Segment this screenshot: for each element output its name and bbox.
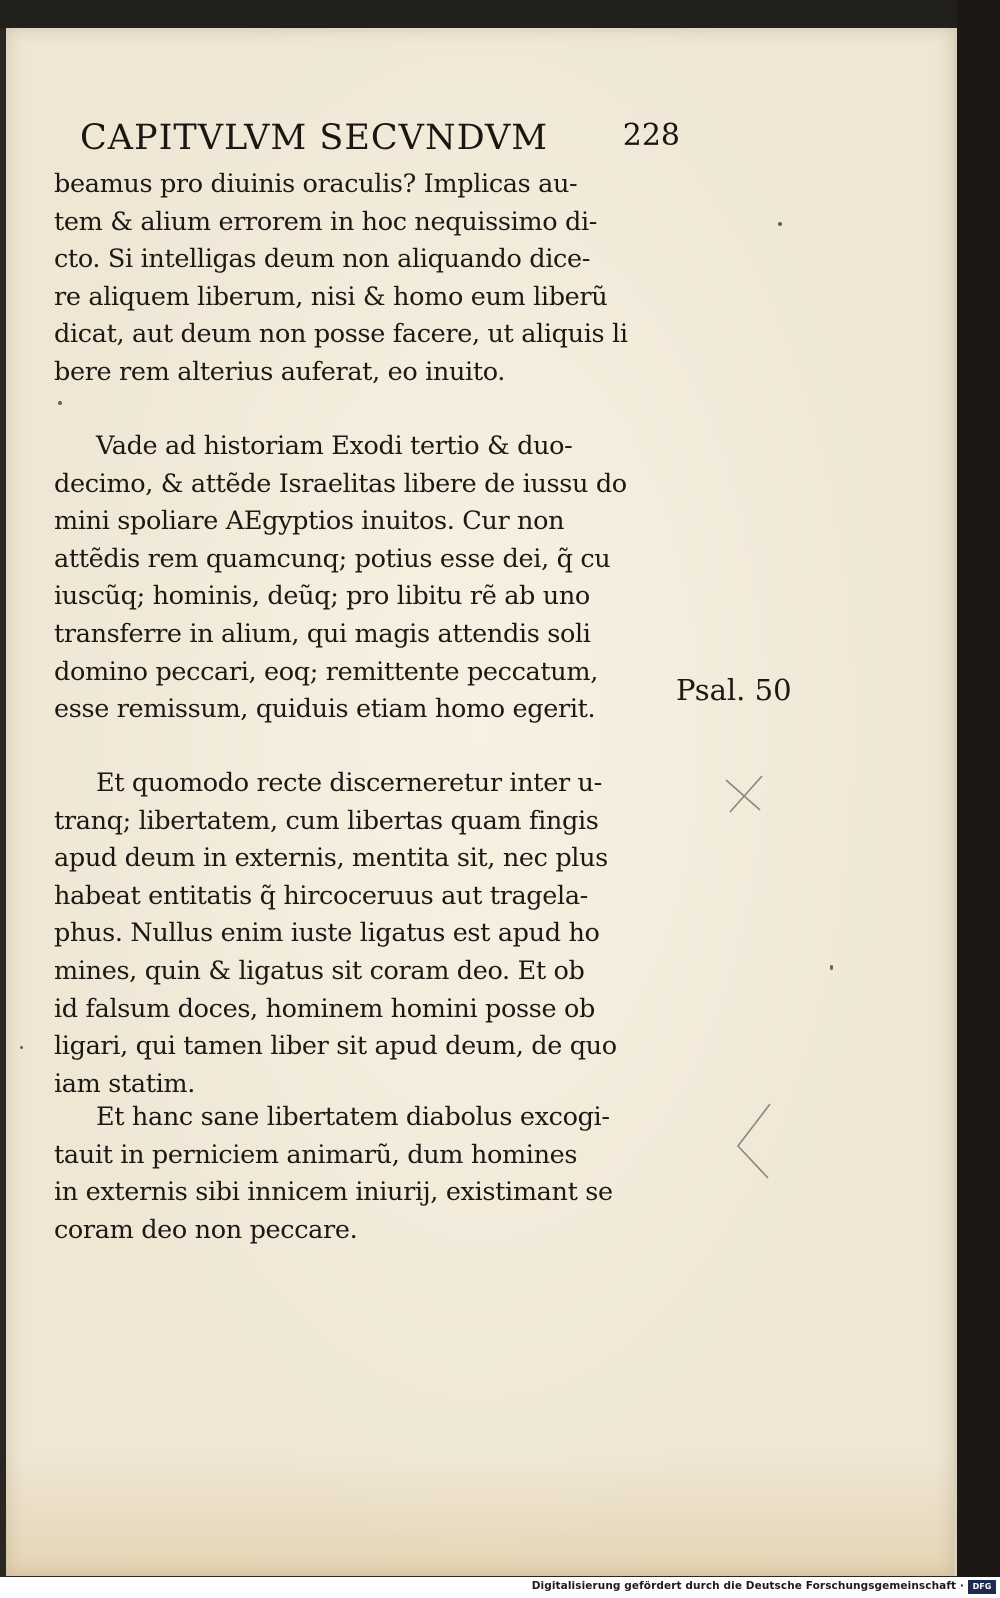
text-line: domino peccari, eoq; remittente peccatum, [54, 656, 598, 687]
running-title: CAPITVLVM SECVNDVM [80, 118, 549, 158]
paragraph-1 [54, 166, 628, 392]
text-line: phus. Nullus enim iuste ligatus est apud ho [54, 918, 600, 949]
dfg-logo: DFG [968, 1580, 996, 1594]
text-line: ligari, qui tamen liber sit apud deum, de quo [54, 1031, 617, 1062]
page-number: 228 [622, 118, 680, 153]
funding-credit: Digitalisierung gefördert durch die Deutsche Forschungsgemeinschaft · [531, 1580, 964, 1592]
ink-speck [830, 965, 833, 970]
text-line: bere rem alterius auferat, eo inuito. [54, 356, 506, 387]
text-line: in externis sibi innicem iniurij, existimant se [54, 1177, 613, 1208]
ink-speck [58, 401, 62, 405]
text-line: Vade ad historiam Exodi tertio & duo- [96, 431, 573, 461]
text-line: tauit in perniciem animarũ, dum homines [54, 1139, 578, 1170]
paragraph-2 [54, 428, 627, 729]
text-line: iam statim. [54, 1068, 196, 1099]
text-line: tranq; libertatem, cum libertas quam fingis [54, 805, 599, 836]
paragraph-3 [54, 765, 617, 1103]
scan-right-border [957, 0, 1000, 1598]
text-line: attẽdis rem quamcunq; potius esse dei, q̃ cu [54, 543, 611, 574]
text-line: transferre in alium, qui magis attendis soli [54, 618, 591, 649]
text-line: habeat entitatis q̃ hircoceruus aut tragela- [54, 880, 588, 911]
text-line: mini spoliare AEgyptios inuitos. Cur non [54, 506, 565, 537]
text-line: dicat, aut deum non posse facere, ut aliquis li [54, 319, 628, 350]
text-line: Et quomodo recte discerneretur inter u- [96, 768, 602, 798]
text-line: apud deum in externis, mentita sit, nec plus [54, 843, 608, 874]
text-line: coram deo non peccare. [54, 1214, 358, 1245]
text-line: mines, quin & ligatus sit coram deo. Et ob [54, 955, 585, 986]
page-header [80, 118, 680, 162]
text-line: decimo, & attẽde Israelitas libere de iussu do [54, 468, 627, 499]
paragraph-4 [54, 1099, 613, 1249]
text-line: tem & alium errorem in hoc nequissimo di- [54, 206, 598, 237]
text-line: cto. Si intelligas deum non aliquando dice- [54, 244, 590, 275]
text-line: iuscũq; hominis, deũq; pro libitu rẽ ab uno [54, 581, 590, 612]
text-line: beamus pro diuinis oraculis? Implicas au- [54, 169, 578, 199]
scan-top-border [0, 0, 1000, 28]
ink-speck [778, 222, 782, 226]
text-line: id falsum doces, hominem homini posse ob [54, 993, 595, 1024]
text-line: Et hanc sane libertatem diabolus excogi- [96, 1102, 610, 1132]
text-line: esse remissum, quiduis etiam homo egerit. [54, 694, 596, 725]
text-line: re aliquem liberum, nisi & homo eum liberũ [54, 281, 608, 312]
margin-note-psalm: Psal. 50 [676, 673, 792, 707]
pencil-cross-mark [720, 772, 770, 816]
pencil-check-mark [730, 1100, 782, 1184]
ink-speck [20, 1046, 23, 1049]
